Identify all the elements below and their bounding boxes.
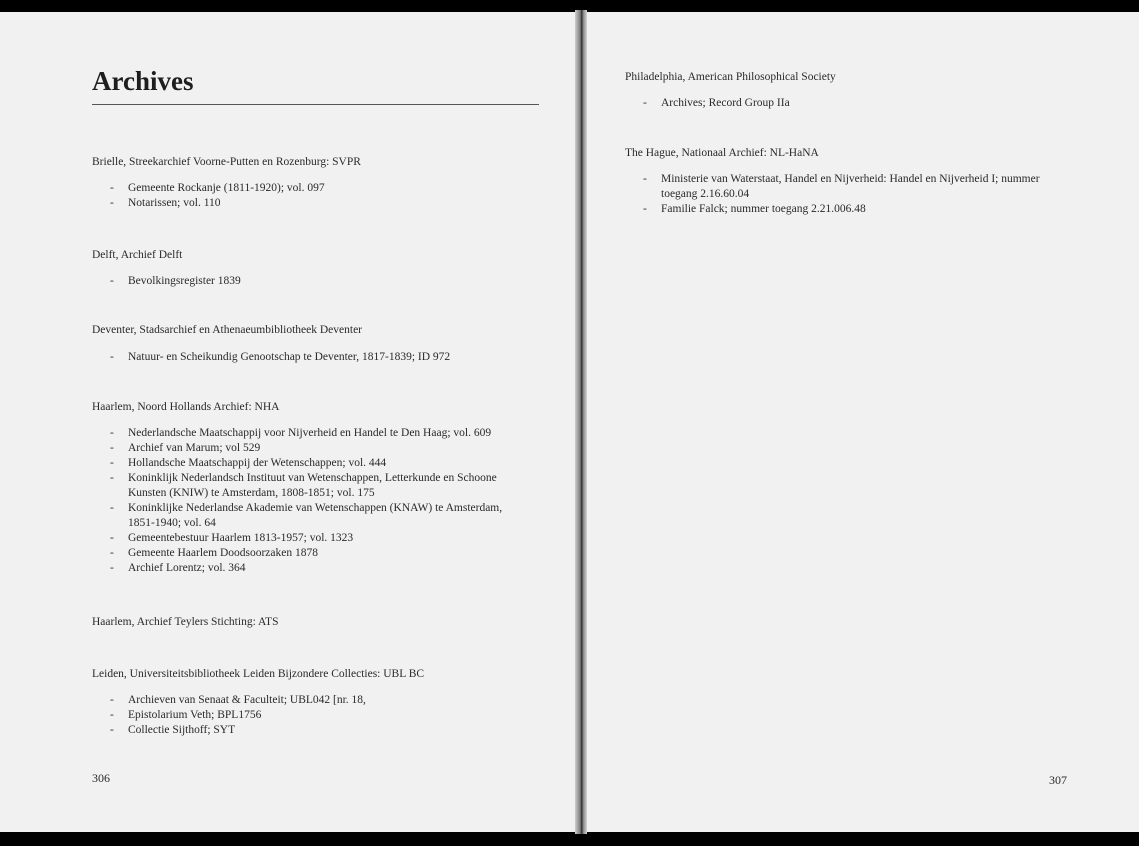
list-item: - Archieven van Senaat & Faculteit; UBL042 [nr. 18, — [110, 693, 530, 708]
right-page — [583, 12, 1139, 832]
page-title: Archives — [92, 66, 194, 96]
list-item: - Bevolkingsregister 1839 — [110, 274, 530, 289]
list-item: - Koninklijke Nederlandse Akademie van Wetenschappen (KNAW) te Amsterdam, 1851-1940; vol. 64 — [110, 501, 530, 531]
list-item: - Archief Lorentz; vol. 364 — [110, 561, 530, 576]
list-item: - Epistolarium Veth; BPL1756 — [110, 708, 530, 723]
list-item: - Collectie Sijthoff; SYT — [110, 723, 530, 738]
list-item: - Nederlandsche Maatschappij voor Nijverheid en Handel te Den Haag; vol. 609 — [110, 426, 530, 441]
list-item: - Koninklijk Nederlandsch Instituut van Wetenschappen, Letterkunde en Schoone Kunsten (KNIW) te Amsterdam, 1808-1851; vol. 175 — [110, 471, 530, 501]
archive-heading-leiden: Leiden, Universiteitsbibliotheek Leiden Bijzondere Collecties: UBL BC — [92, 668, 425, 680]
archive-entries-deventer — [110, 350, 530, 365]
list-item: - Ministerie van Waterstaat, Handel en Nijverheid: Handel en Nijverheid I; nummer toegang 2.16.60.04 — [643, 172, 1068, 202]
list-item: - Gemeente Haarlem Doodsoorzaken 1878 — [110, 546, 530, 561]
archive-entries-philadelphia — [643, 96, 1063, 111]
archive-heading-brielle: Brielle, Streekarchief Voorne-Putten en Rozenburg: SVPR — [92, 156, 361, 168]
list-item: - Archief van Marum; vol 529 — [110, 441, 530, 456]
archive-heading-haarlem-nha: Haarlem, Noord Hollands Archief: NHA — [92, 401, 280, 413]
archive-heading-the-hague: The Hague, Nationaal Archief: NL-HaNA — [625, 147, 819, 159]
list-item: - Hollandsche Maatschappij der Wetenschappen; vol. 444 — [110, 456, 530, 471]
list-item: - Familie Falck; nummer toegang 2.21.006.48 — [643, 202, 1068, 217]
archive-entries-haarlem-nha — [110, 426, 530, 576]
title-divider — [92, 104, 539, 105]
page-number-left: 306 — [92, 771, 110, 785]
archive-entries-delft — [110, 274, 530, 289]
list-item: - Gemeente Rockanje (1811-1920); vol. 097 — [110, 181, 530, 196]
archive-heading-philadelphia: Philadelphia, American Philosophical Society — [625, 71, 836, 83]
book-spine — [575, 10, 587, 834]
list-item: - Notarissen; vol. 110 — [110, 196, 530, 211]
archive-heading-delft: Delft, Archief Delft — [92, 249, 183, 261]
list-item: - Natuur- en Scheikundig Genootschap te Deventer, 1817-1839; ID 972 — [110, 350, 530, 365]
archive-heading-haarlem-ats: Haarlem, Archief Teylers Stichting: ATS — [92, 616, 279, 628]
archive-entries-brielle — [110, 181, 530, 211]
list-item: - Gemeentebestuur Haarlem 1813-1957; vol. 1323 — [110, 531, 530, 546]
archive-entries-the-hague — [643, 172, 1068, 217]
list-item: - Archives; Record Group IIa — [643, 96, 1063, 111]
archive-heading-deventer: Deventer, Stadsarchief en Athenaeumbibliotheek Deventer — [92, 324, 363, 336]
archive-entries-leiden — [110, 693, 530, 738]
page-number-right: 307 — [1049, 773, 1067, 787]
